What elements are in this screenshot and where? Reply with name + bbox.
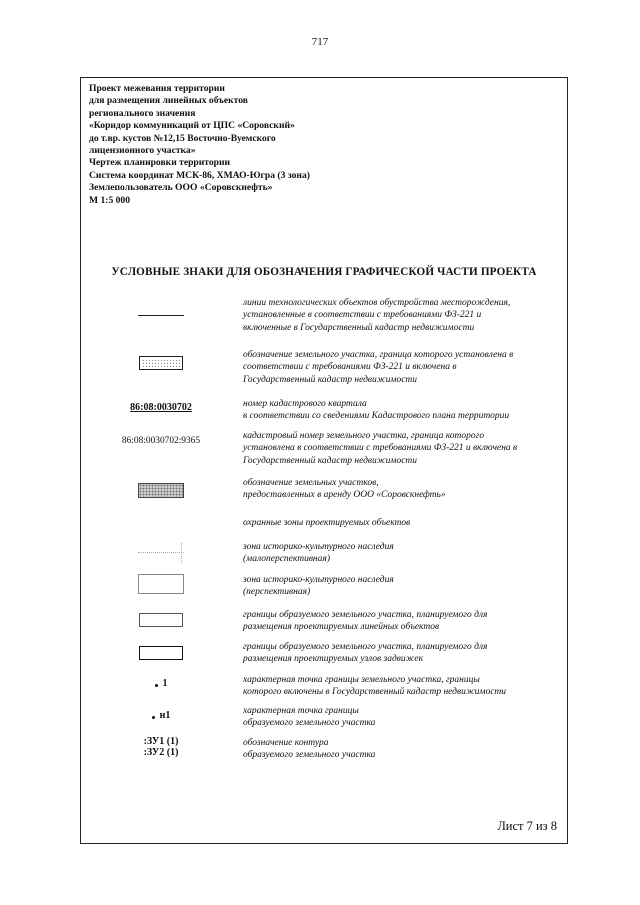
legend-symbol (103, 402, 219, 413)
legend-symbol (103, 315, 219, 316)
legend-description (243, 349, 565, 386)
desc-line: зона историко-культурного наследия (243, 575, 394, 585)
desc-line: соответствии с требованиями ФЗ-221 и включена в (243, 362, 457, 373)
point-label: н1 (159, 710, 171, 721)
desc-line: номер кадастрового квартала (243, 399, 367, 409)
desc-line: (малоперспективная) (243, 554, 330, 565)
heritage-zone-low-icon (138, 543, 184, 563)
desc-line: охранные зоны проектируемых объектов (243, 518, 411, 528)
legend-symbol (103, 483, 219, 498)
desc-line: включенные в Государственный кадастр недвижимости (243, 322, 475, 333)
title-line: до т.вр. кустов №12,15 Восточно-Вуемского (89, 132, 276, 144)
title-line: Землепользователь ООО «Соровскнефть» (89, 182, 273, 194)
desc-line: установленные в соответствии с требованиями ФЗ-221 и (243, 310, 482, 321)
legend-description (243, 609, 565, 634)
point-dot (155, 684, 158, 687)
contour-label (144, 737, 179, 758)
legend-symbol (103, 646, 219, 660)
title-block (89, 83, 310, 207)
desc-line: которого включены в Государственный кадастр недвижимости (243, 687, 507, 698)
contour-label-line: :ЗУ1 (1) (143, 736, 179, 747)
legend-symbol (103, 356, 219, 370)
desc-line: зона историко-культурного наследия (243, 542, 394, 552)
legend-description (243, 398, 565, 423)
heritage-zone-high-icon (138, 574, 184, 594)
legend-description (243, 674, 565, 699)
desc-line: обозначение земельных участков, (243, 478, 379, 488)
cadastral-block-number: 86:08:0030702 (130, 402, 192, 413)
desc-line: в соответствии со сведениями Кадастрового плана территории (243, 411, 510, 422)
legend-description (243, 641, 565, 666)
cadastral-parcel-number: 86:08:0030702:9365 (121, 436, 201, 446)
title-line: регионального значения (89, 107, 196, 119)
legend-description (243, 705, 565, 730)
desc-line: Государственный кадастр недвижимости (243, 455, 418, 466)
desc-line: размещения проектируемых линейных объектов (243, 622, 440, 633)
legend-symbol (103, 737, 219, 758)
legend-description (243, 517, 565, 529)
legend-description (243, 541, 565, 566)
legend-description (243, 574, 565, 599)
desc-line: границы образуемого земельного участка, планируемого для (243, 610, 488, 620)
scale-label: М 1:5 000 (89, 194, 131, 206)
desc-line: образуемого земельного участка (243, 718, 376, 729)
sheet-label: Лист 7 из 8 (497, 819, 557, 833)
desc-line: Государственный кадастр недвижимости (243, 374, 418, 385)
title-line: Проект межевания территории (89, 83, 225, 94)
legend-description (243, 297, 565, 334)
desc-line: размещения проектируемых узлов задвижек (243, 654, 424, 665)
desc-line: границы образуемого земельного участка, планируемого для (243, 642, 488, 652)
boundary-point-icon (155, 678, 168, 689)
linear-parcel-boundary-icon (139, 613, 183, 627)
desc-line: установлена в соответствии с требованиями ФЗ-221 и включена в (243, 443, 518, 454)
desc-line: характерная точка границы (243, 706, 359, 716)
valve-parcel-boundary-icon (139, 646, 183, 660)
desc-line: предоставленных в аренду ООО «Соровскнефть» (243, 490, 446, 501)
leased-parcel-icon (138, 483, 184, 498)
desc-line: кадастровый номер земельного участка, граница которого (243, 431, 485, 441)
desc-line: обозначение контура (243, 738, 329, 748)
point-dot (152, 716, 155, 719)
contour-label-line: :ЗУ2 (1) (143, 746, 179, 758)
desc-line: образуемого земельного участка (243, 750, 376, 761)
desc-line: (перспективная) (243, 587, 311, 598)
legend-symbol (103, 678, 219, 689)
dotted-parcel-icon (139, 356, 183, 370)
desc-line: характерная точка границы земельного участка, границы (243, 675, 480, 685)
legend-symbol (103, 710, 219, 721)
title-line: для размещения линейных объектов (89, 95, 248, 107)
legend-title: УСЛОВНЫЕ ЗНАКИ ДЛЯ ОБОЗНАЧЕНИЯ ГРАФИЧЕСКОЙ ЧАСТИ ПРОЕКТА (111, 266, 537, 278)
new-point-icon (152, 710, 171, 721)
page-number: 717 (311, 36, 329, 48)
desc-line: линии технологических объектов обустройства месторождения, (243, 298, 511, 308)
title-line: Система координат МСК-86, ХМАО-Югра (3 зона) (89, 169, 310, 181)
solid-line-icon (138, 315, 184, 316)
drawing-frame (80, 77, 568, 844)
legend-symbol (103, 436, 219, 446)
legend-description (243, 737, 565, 762)
legend-symbol (103, 543, 219, 563)
legend-symbol (103, 574, 219, 594)
point-label: 1 (162, 678, 168, 689)
legend-symbol (103, 613, 219, 627)
legend-description (243, 430, 565, 467)
title-line: лицензионного участка» (89, 145, 196, 157)
desc-line: обозначение земельного участка, граница которого установлена в (243, 350, 514, 360)
title-line: Чертеж планировки территории (89, 157, 231, 169)
legend-description (243, 477, 565, 502)
title-line: «Коридор коммуникаций от ЦПС «Соровский» (89, 120, 295, 132)
